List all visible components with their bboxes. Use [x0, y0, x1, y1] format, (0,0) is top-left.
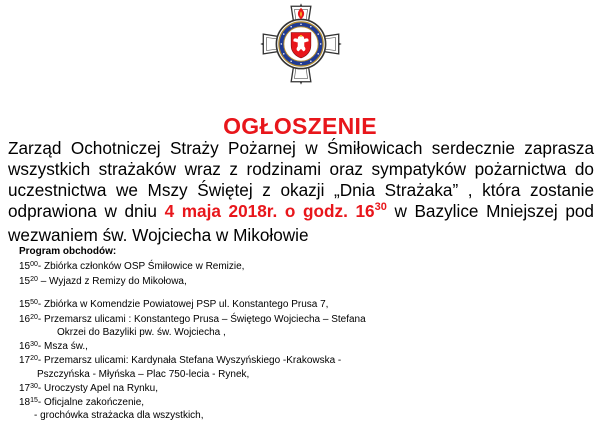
program-item-minutes: 30: [30, 341, 38, 348]
program-item-hour: 17: [19, 355, 31, 366]
program-item: [19, 261, 244, 274]
program-item: [19, 383, 158, 396]
program-item-minutes: 20: [30, 355, 38, 362]
intro-text-part2: w Bazylice Mniejszej pod wezwaniem św. Wojciecha w Mikołowie: [8, 201, 594, 245]
program-item-text: - Msza św.,: [37, 341, 88, 352]
program-item-text: – Wyjazd z Remizy do Mikołowa,: [37, 276, 187, 287]
program-item-text: - Uroczysty Apel na Rynku,: [37, 383, 158, 394]
program-item-hour: 18: [19, 397, 31, 408]
program-item-minutes: 30: [30, 383, 38, 390]
program-item: [37, 369, 249, 381]
announcement-title: OGŁOSZENIE: [223, 113, 377, 139]
program-item-hour: 16: [19, 314, 31, 325]
program-item-text: Okrzei do Bazyliki pw. św. Wojciecha ,: [57, 327, 226, 338]
program-item-text: - Zbiórka członków OSP Śmiłowice w Remizie,: [37, 261, 245, 272]
program-item-text: Pszczyńska - Młyńska – Plac 750-lecia - Rynek,: [37, 369, 250, 380]
intro-date-highlight: [165, 201, 387, 221]
program-item-hour: 15: [19, 276, 31, 287]
program-item: [19, 299, 328, 312]
program-item: [19, 276, 187, 289]
program-item-hour: 16: [19, 341, 31, 352]
program-item-text: - Zbiórka w Komendzie Powiatowej PSP ul. Konstantego Prusa 7,: [37, 299, 329, 310]
program-item-minutes: 00: [30, 261, 38, 268]
program-item: [19, 314, 366, 327]
intro-time-minutes: 30: [374, 201, 387, 213]
intro-text-part1: Zarząd Ochotniczej Straży Pożarnej w Śmiłowicach serdecznie zaprasza wszystkich strażaków wraz z rodzinami oraz sympatyków pożarnictwa do uczestnictwa we Mszy Świętej z okazji „Dnia Strażaka” , która zostanie odprawiona w dniu: [8, 138, 594, 221]
program-item-hour: 15: [19, 299, 31, 310]
intro-date-text: 4 maja 2018r. o godz. 16: [164, 201, 375, 221]
program-item-minutes: 20: [30, 314, 38, 321]
program-item-text: - Przemarsz ulicami: Kardynała Stefana Wyszyńskiego -Krakowska -: [37, 355, 342, 366]
program-item-minutes: 15: [30, 397, 38, 404]
program-item-hour: 17: [19, 383, 31, 394]
program-item: [19, 341, 88, 354]
announcement-intro: [8, 138, 594, 246]
program-item: [34, 410, 204, 422]
program-item-hour: 15: [19, 261, 31, 272]
program-title: Program obchodów:: [19, 246, 117, 257]
program-item: [57, 327, 226, 339]
program-item-minutes: 20: [30, 276, 38, 283]
program-item: [19, 355, 341, 368]
fire-brigade-emblem-icon: [260, 3, 342, 85]
program-item: [19, 397, 144, 410]
program-item-minutes: 50: [30, 299, 38, 306]
program-item-text: - grochówka strażacka dla wszystkich,: [34, 410, 204, 421]
program-item-text: - Przemarsz ulicami : Konstantego Prusa – Świętego Wojciecha – Stefana: [37, 314, 366, 325]
program-item-text: - Oficjalne zakończenie,: [37, 397, 145, 408]
